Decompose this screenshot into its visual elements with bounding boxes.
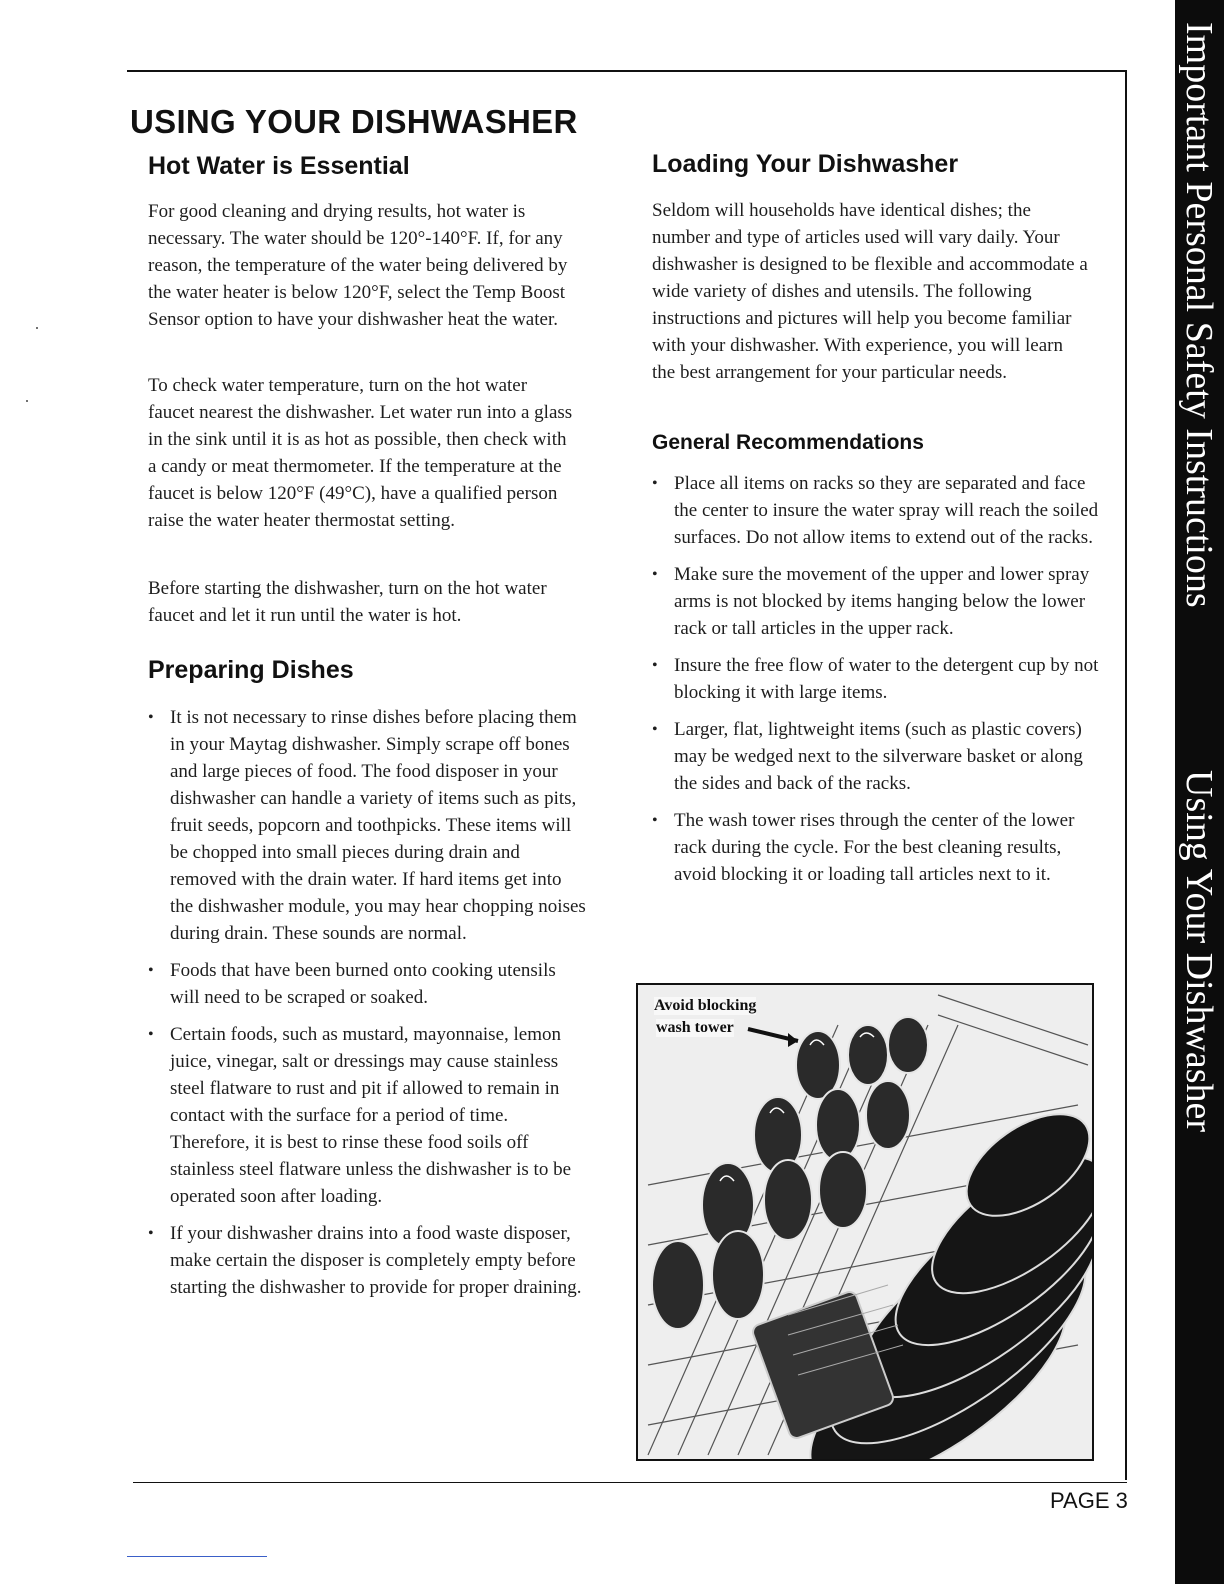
- list-item: • Foods that have been burned onto cooking utensils will need to be scraped or soaked.: [146, 957, 588, 1011]
- scan-speck: [36, 327, 38, 329]
- heading-hot-water: Hot Water is Essential: [148, 152, 410, 180]
- list-item: • Insure the free flow of water to the detergent cup by not blocking it with large items.: [650, 652, 1100, 706]
- side-tab-label-safety: Important Personal Safety Instructions: [1178, 22, 1220, 608]
- list-item: • If your dishwasher drains into a food waste disposer, make certain the disposer is completely empty before starting the dishwasher to provide for proper draining.: [146, 1220, 588, 1301]
- figure-label-line2: wash tower: [656, 1019, 734, 1036]
- figure-label-line1: Avoid blocking: [654, 997, 757, 1014]
- rack-drawing: [638, 985, 1092, 1459]
- list-item: • Make sure the movement of the upper and lower spray arms is not blocked by items hanging below the lower rack or tall articles in the upper rack.: [650, 561, 1100, 642]
- hot-water-paragraph-3: Before starting the dishwasher, turn on the hot water faucet and let it run until the water is hot.: [148, 578, 547, 626]
- bottom-rule: [133, 1482, 1127, 1483]
- side-tab-label-using: Using Your Dishwasher: [1178, 770, 1220, 1133]
- footer-rule: [127, 1556, 267, 1557]
- heading-general-recommendations: General Recommendations: [652, 431, 924, 454]
- loading-paragraph: Seldom will households have identical dishes; the number and type of articles used will vary daily. Your dishwasher is designed to be flexible and accommodate a wide variety of dishes and utensils. The following instructions and pictures will help you become familiar with your dishwasher. With experience, you will learn the best arrangement for your particular needs.: [652, 200, 1088, 383]
- list-item: • Certain foods, such as mustard, mayonnaise, lemon juice, vinegar, salt or dressings may cause stainless steel flatware to rust and pit if allowed to remain in contact with the surface for a period of time. Therefore, it is best to rinse these food soils off stainless steel flatware unless the dishwasher is to be operated soon after loading.: [146, 1021, 588, 1210]
- heading-loading: Loading Your Dishwasher: [652, 150, 959, 178]
- hot-water-paragraph-1: For good cleaning and drying results, hot water is necessary. The water should be 120°-140°F. If, for any reason, the temperature of the water being delivered by the water heater is below 120°F, select the Temp Boost Sensor option to have your dishwasher heat the water.: [148, 201, 568, 330]
- loaded-rack-illustration: [636, 983, 1094, 1461]
- hot-water-paragraph-2: To check water temperature, turn on the hot water faucet nearest the dishwasher. Let water run into a glass in the sink until it is as hot as possible, then check with a candy or meat thermometer. If the temperature at the faucet is below 120°F (49°C), have a qualified person raise the water heater thermostat setting.: [148, 375, 573, 531]
- side-tab: [1175, 0, 1224, 1584]
- list-item: • Place all items on racks so they are separated and face the center to insure the water spray will reach the soiled surfaces. Do not allow items to extend out of the racks.: [650, 470, 1100, 551]
- list-item: • Larger, flat, lightweight items (such as plastic covers) may be wedged next to the silverware basket or along the sides and back of the racks.: [650, 716, 1100, 797]
- preparing-dishes-list: [146, 704, 588, 1311]
- general-recommendations-list: [650, 470, 1100, 898]
- scan-speck: [26, 400, 28, 402]
- page-title: USING YOUR DISHWASHER: [130, 103, 578, 140]
- right-rule: [1125, 70, 1127, 1480]
- page-number: PAGE 3: [1050, 1488, 1128, 1513]
- top-rule: [127, 70, 1127, 72]
- list-item: • The wash tower rises through the center of the lower rack during the cycle. For the best cleaning results, avoid blocking it or loading tall articles next to it.: [650, 807, 1100, 888]
- heading-preparing-dishes: Preparing Dishes: [148, 656, 354, 684]
- list-item: • It is not necessary to rinse dishes before placing them in your Maytag dishwasher. Simply scrape off bones and large pieces of food. The food disposer in your dishwasher can handle a variety of items such as pits, fruit seeds, popcorn and toothpicks. These items will be chopped into small pieces during drain and removed with the drain water. If hard items get into the dishwasher module, you may hear chopping noises during drain. These sounds are normal.: [146, 704, 588, 947]
